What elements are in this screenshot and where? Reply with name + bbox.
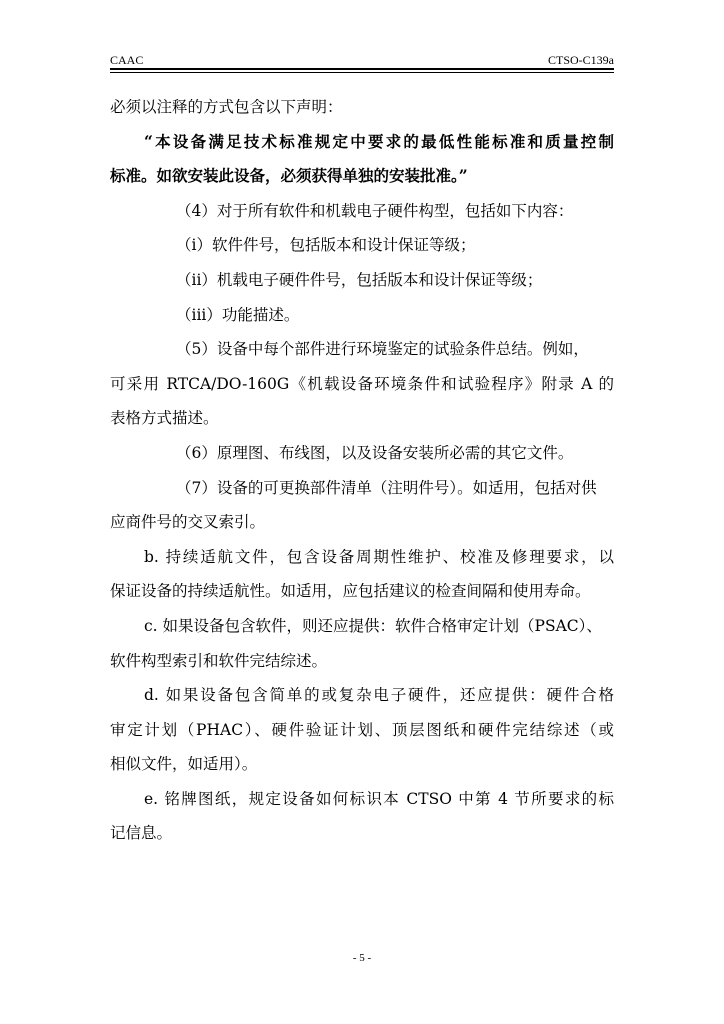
header-rule-thick — [110, 68, 614, 70]
text-line: 相似文件，如适用）。 — [110, 755, 258, 774]
text-line: 必须以注释的方式包含以下声明： — [110, 98, 343, 116]
list-item: d. 如果设备包含简单的或复杂电子硬件，还应提供：硬件合格 — [144, 686, 614, 705]
statement-line: 标准。如欲安装此设备，必须获得单独的安装批准。” — [110, 166, 468, 186]
text-line: 软件构型索引和软件完结综述。 — [110, 651, 328, 670]
text-line: 表格方式描述。 — [110, 409, 219, 428]
sub-list-item: （iii）功能描述。 — [176, 305, 300, 324]
statement-line: “本设备满足技术标准规定中要求的最低性能标准和质量控制 — [144, 131, 614, 151]
header-doc-id: CTSO-C139a — [548, 53, 614, 67]
list-item: （6）原理图、布线图，以及设备安装所必需的其它文件。 — [176, 443, 574, 462]
text-line: 应商件号的交叉索引。 — [110, 513, 266, 532]
text-line: 审定计划（PHAC）、硬件验证计划、顶层图纸和硬件完结综述（或 — [110, 720, 614, 739]
list-item: e. 铭牌图纸，规定设备如何标识本 CTSO 中第 4 节所要求的标 — [144, 789, 614, 808]
list-item: （4）对于所有软件和机载电子硬件构型，包括如下内容： — [176, 201, 574, 220]
sub-list-item: （ii）机载电子硬件件号，包括版本和设计保证等级； — [176, 270, 543, 289]
sub-list-item: （i）软件件号，包括版本和设计保证等级； — [176, 236, 476, 255]
header-rule-thin — [110, 72, 614, 73]
list-item: b. 持续适航文件，包含设备周期性维护、校准及修理要求，以 — [144, 547, 614, 566]
list-item: （5）设备中每个部件进行环境鉴定的试验条件总结。例如， — [176, 340, 589, 359]
text-line: 可采用 RTCA/DO-160G《机载设备环境条件和试验程序》附录 A 的 — [110, 374, 614, 393]
list-item: （7）设备的可更换部件清单（注明件号）。如适用，包括对供 — [176, 478, 597, 497]
text-line: 保证设备的持续适航性。如适用，应包括建议的检查间隔和使用寿命。 — [110, 582, 591, 601]
text-line: 记信息。 — [110, 824, 173, 843]
header-org: CAAC — [110, 53, 144, 67]
page-number: - 5 - — [352, 952, 372, 964]
list-item: c. 如果设备包含软件，则还应提供：软件合格审定计划（PSAC）、 — [144, 616, 602, 635]
document-body — [110, 90, 614, 851]
